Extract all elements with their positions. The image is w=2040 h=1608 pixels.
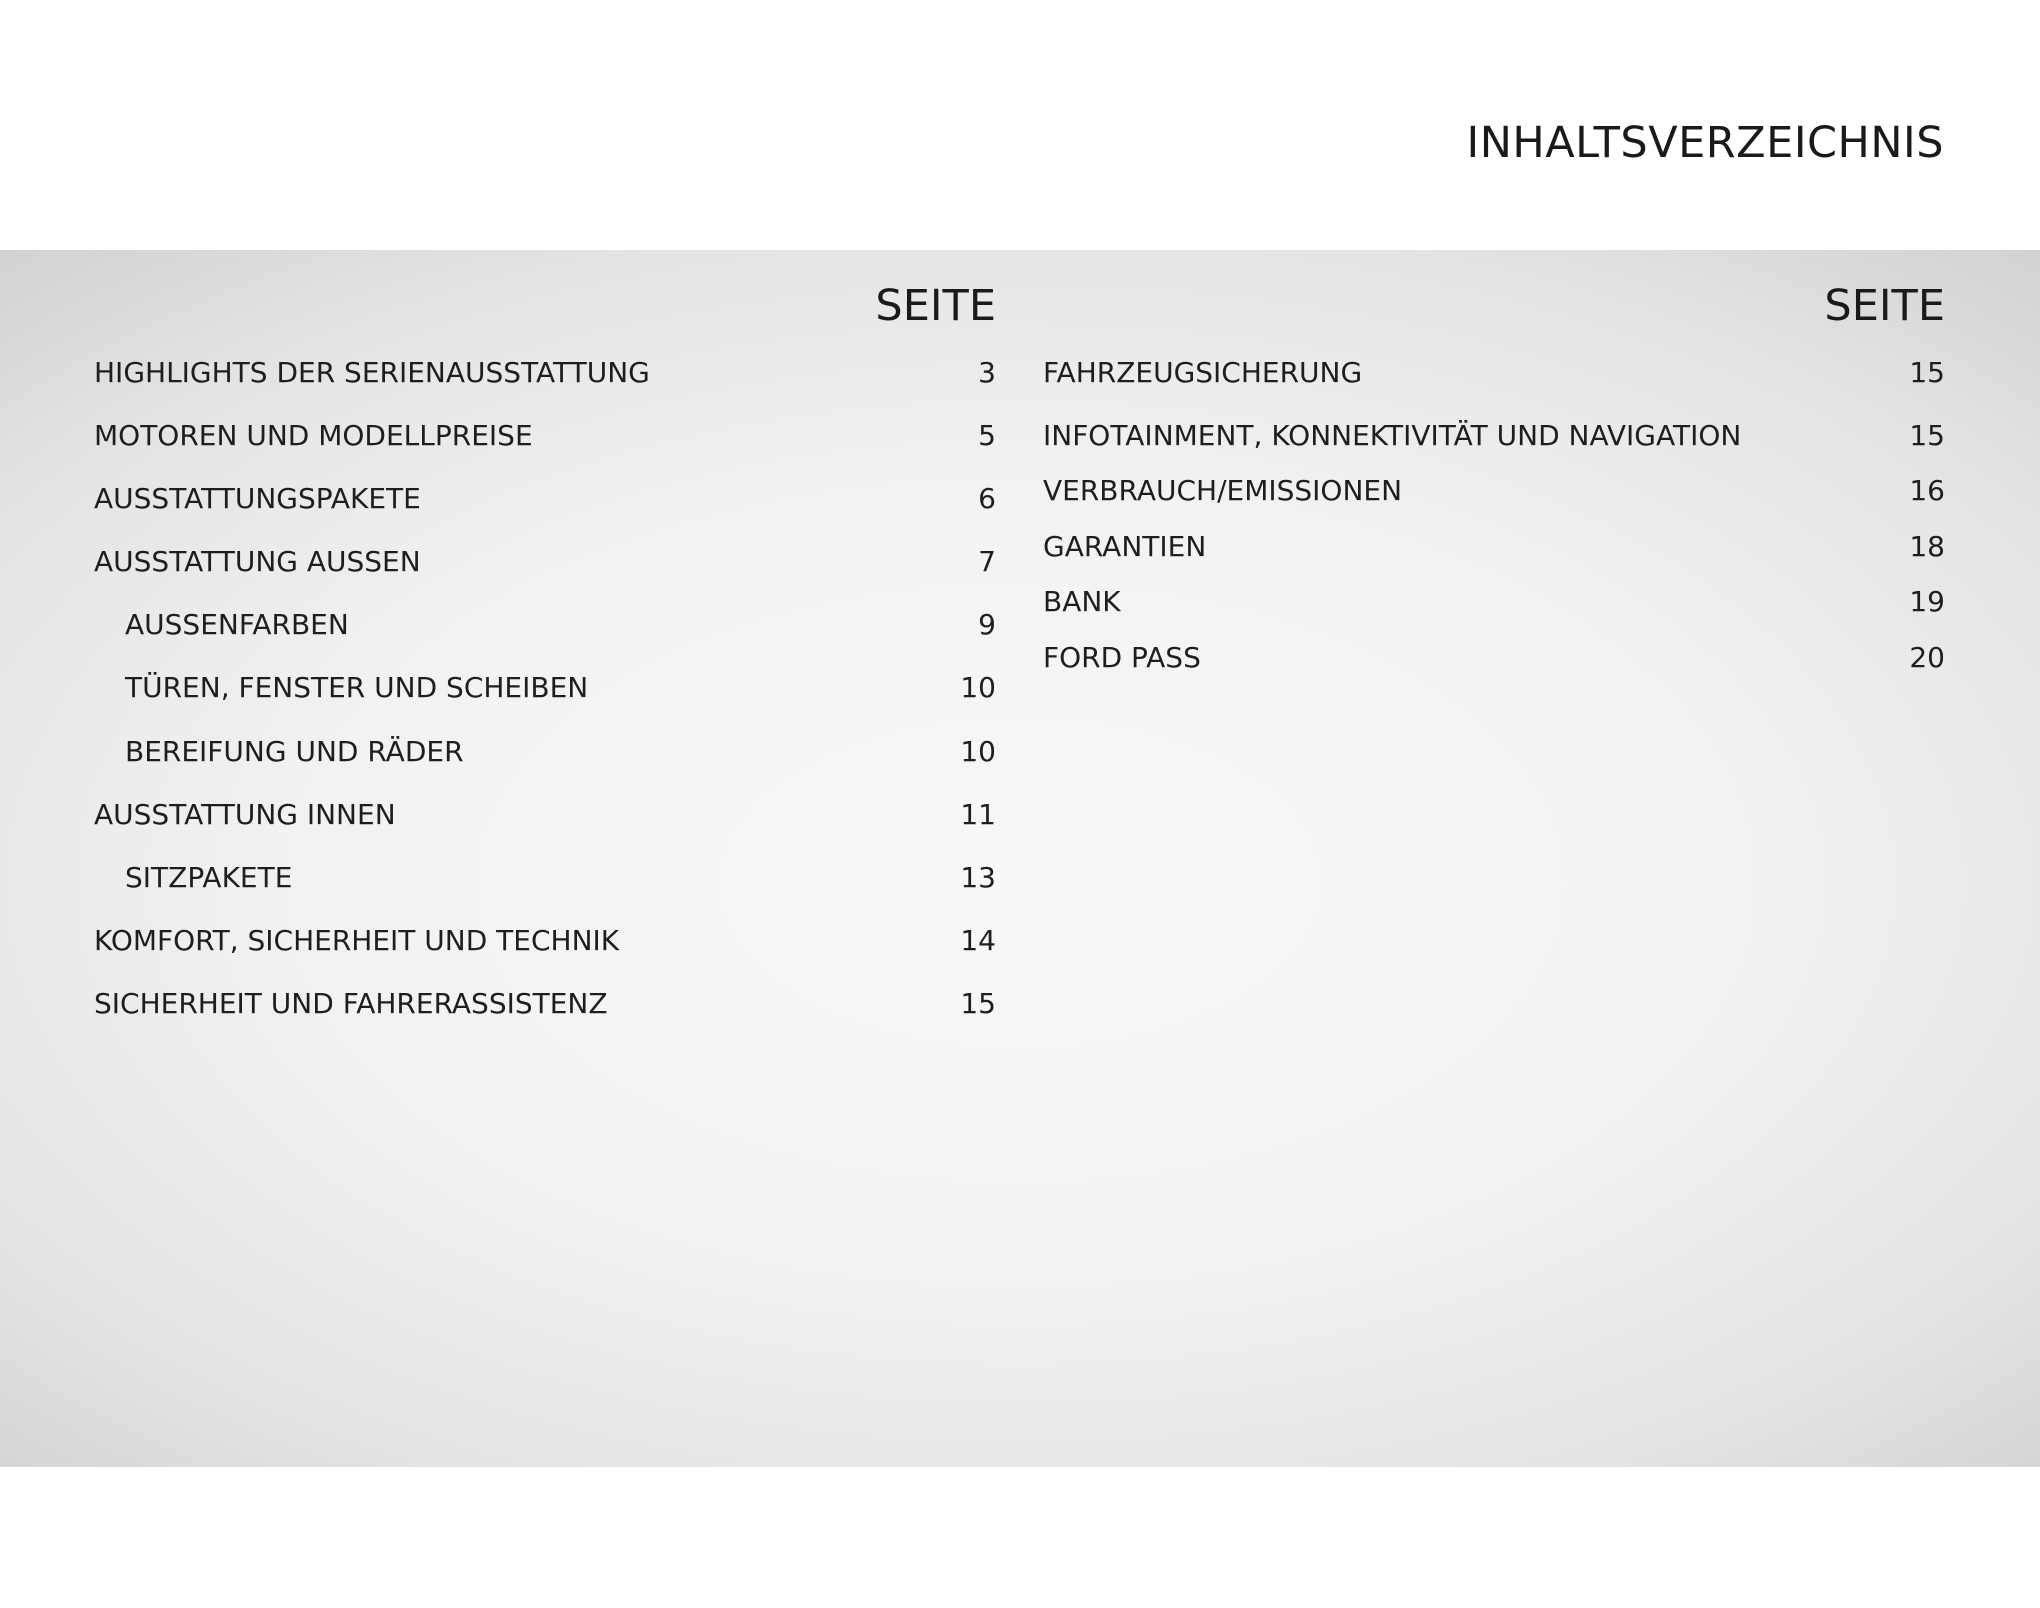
toc-entry[interactable]	[1043, 355, 1945, 391]
toc-entry-label: KOMFORT, SICHERHEIT UND TECHNIK	[94, 924, 620, 957]
toc-entry[interactable]	[1043, 529, 1945, 565]
toc-entry-page: 15	[960, 987, 996, 1020]
toc-entry-page: 5	[978, 419, 996, 452]
toc-entry-label: AUSSTATTUNG INNEN	[94, 798, 396, 831]
toc-entry-label: BANK	[1043, 585, 1121, 618]
toc-entry-label: INFOTAINMENT, KONNEKTIVITÄT UND NAVIGATION	[1043, 419, 1742, 452]
toc-entry-label: FAHRZEUGSICHERUNG	[1043, 356, 1363, 389]
toc-entry-page: 11	[960, 798, 996, 831]
toc-entry-page: 20	[1909, 641, 1945, 674]
toc-entry-label: VERBRAUCH/EMISSIONEN	[1043, 474, 1403, 507]
toc-entry[interactable]	[1043, 584, 1945, 620]
toc-entry[interactable]	[94, 481, 996, 517]
toc-entry-page: 9	[978, 608, 996, 641]
toc-entry-label: SICHERHEIT UND FAHRERASSISTENZ	[94, 987, 608, 1020]
toc-entry-label: GARANTIEN	[1043, 530, 1207, 563]
page-column-header: SEITE	[875, 281, 996, 331]
toc-entry-page: 10	[960, 735, 996, 768]
toc-entry-page: 19	[1909, 585, 1945, 618]
toc-entry-page: 10	[960, 671, 996, 704]
toc-entry[interactable]	[1043, 418, 1945, 454]
toc-entry-label: AUSSTATTUNGSPAKETE	[94, 482, 421, 515]
toc-entry-label: AUSSTATTUNG AUSSEN	[94, 545, 421, 578]
toc-entry-label: FORD PASS	[1043, 641, 1201, 674]
toc-entry-page: 14	[960, 924, 996, 957]
toc-entry-label: SITZPAKETE	[125, 861, 293, 894]
page-title: INHALTSVERZEICHNIS	[1466, 118, 1944, 168]
toc-entry[interactable]	[94, 355, 996, 391]
toc-entry-page: 16	[1909, 474, 1945, 507]
toc-entry-page: 7	[978, 545, 996, 578]
toc-panel	[0, 250, 2040, 1467]
toc-entry[interactable]	[94, 418, 996, 454]
toc-entry[interactable]	[94, 797, 996, 833]
toc-subentry[interactable]	[94, 607, 996, 643]
toc-subentry[interactable]	[94, 734, 996, 770]
toc-entry-page: 18	[1909, 530, 1945, 563]
toc-subentry[interactable]	[94, 860, 996, 896]
toc-entry-label: MOTOREN UND MODELLPREISE	[94, 419, 533, 452]
toc-subentry[interactable]	[94, 670, 996, 706]
toc-entry-label: HIGHLIGHTS DER SERIENAUSSTATTUNG	[94, 356, 650, 389]
toc-entry-page: 13	[960, 861, 996, 894]
toc-entry-label: AUSSENFARBEN	[125, 608, 349, 641]
toc-entry-page: 6	[978, 482, 996, 515]
toc-entry[interactable]	[94, 986, 996, 1022]
toc-entry[interactable]	[94, 923, 996, 959]
page-column-header: SEITE	[1824, 281, 1945, 331]
toc-entry-page: 3	[978, 356, 996, 389]
toc-entry[interactable]	[1043, 473, 1945, 509]
toc-entry-page: 15	[1909, 419, 1945, 452]
toc-entry-label: TÜREN, FENSTER UND SCHEIBEN	[125, 671, 589, 704]
toc-entry-label: BEREIFUNG UND RÄDER	[125, 735, 464, 768]
toc-entry-page: 15	[1909, 356, 1945, 389]
toc-entry[interactable]	[94, 544, 996, 580]
toc-entry[interactable]	[1043, 640, 1945, 676]
